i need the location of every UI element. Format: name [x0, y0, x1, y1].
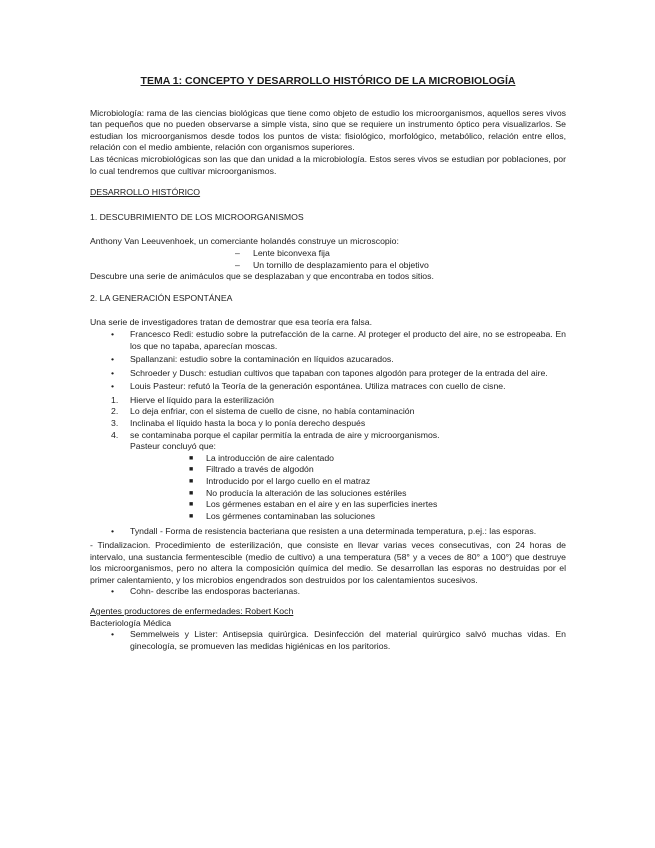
tyndall-list [90, 526, 566, 538]
step-number: 1. [111, 394, 119, 405]
list-item-text: Lo deja enfriar, con el sistema de cuello de cisne, no había contaminación [130, 406, 415, 417]
square-bullet-marker: ■ [189, 478, 194, 486]
section-1-heading: 1. DESCUBRIMIENTO DE LOS MICROORGANISMOS [90, 211, 304, 222]
bullet-marker: • [111, 354, 115, 365]
bullet-marker: • [111, 629, 115, 640]
list-item-text: Hierve el líquido para la esterilización [130, 394, 274, 405]
list-item-text: Inclinaba el líquido hasta la boca y lo ponía derecho después [130, 418, 366, 429]
list-item-text: Cohn- describe las endosporas bacterianas. [130, 586, 300, 597]
tindalizacion-paragraph: - Tindalizacion. Procedimiento de esterilización, que consiste en llevar varias veces consecutivas, con 24 horas de intervalo, una sustancia fermentescible (medio de cultivo) a una temperatura (58° y a veces de 80° a 100°) que destruye los microorganismos, pero no altera la composición química del medio. Se desarrollan las esporas no destruidas por el primer calentamiento, y los microbios engendrados son destruidos por los calentamientos sucesivos. [90, 540, 566, 585]
pasteur-steps-list [90, 395, 566, 441]
list-item-text: Semmelweis y Lister: Antisepsia quirúrgica. Desinfección del material quirúrgico salvó muchas vidas. En ginecología, se promueven las medidas higiénicas en los paritorios. [130, 629, 566, 651]
list-item-text: Filtrado a través de algodón [206, 464, 314, 475]
pasteur-conclusions-list [90, 453, 566, 523]
pasteur-conclusion-intro: Pasteur concluyó que: [130, 441, 216, 452]
koch-list [90, 629, 566, 652]
list-item [90, 464, 566, 476]
list-item [90, 395, 566, 407]
koch-subheading: Bacteriología Médica [90, 617, 172, 628]
list-item-text: La introducción de aire calentado [206, 452, 334, 463]
bullet-marker: • [111, 586, 115, 597]
list-item-text: No producía la alteración de las soluciones estériles [206, 487, 407, 498]
square-bullet-marker: ■ [189, 454, 194, 462]
list-item-text: Francesco Redi: estudio sobre la putrefacción de la carne. Al proteger el producto del aire, no se estropeaba. En los que no tapaba, aparecían moscas. [130, 328, 566, 351]
list-item [90, 406, 566, 418]
square-bullet-marker: ■ [189, 512, 194, 520]
square-bullet-marker: ■ [189, 501, 194, 509]
list-item [90, 488, 566, 500]
cohn-list [90, 586, 566, 598]
list-item [90, 354, 566, 366]
list-item-text: Un tornillo de desplazamiento para el objetivo [253, 259, 429, 270]
list-item [90, 499, 566, 511]
bullet-marker: • [111, 367, 115, 378]
section-2-intro: Una serie de investigadores tratan de demostrar que esa teoría era falsa. [90, 317, 373, 328]
list-item [90, 586, 566, 598]
dash-marker: – [235, 247, 240, 258]
intro-paragraph-2: Las técnicas microbiológicas son las que dan unidad a la microbiología. Estos seres vivos se estudian por poblaciones, por lo cual tendremos que cultivar microorganismos. [90, 153, 566, 176]
section-2-heading: 2. LA GENERACIÓN ESPONTÁNEA [90, 292, 233, 303]
koch-heading: Agentes productores de enfermedades: Robert Koch [90, 605, 294, 616]
list-item-text: Los gérmenes estaban en el aire y en las superficies inertes [206, 499, 438, 510]
list-item [90, 329, 566, 352]
step-number: 4. [111, 429, 119, 440]
list-item-text: Schroeder y Dusch: estudian cultivos que tapaban con tapones algodón para proteger de la entrada del aire. [130, 367, 548, 378]
list-item [90, 368, 566, 380]
list-item [90, 511, 566, 523]
researchers-list [90, 329, 566, 393]
bullet-marker: • [111, 526, 115, 537]
list-item [90, 418, 566, 430]
document-page [90, 76, 566, 654]
dash-marker: – [235, 259, 240, 270]
list-item-text: Spallanzani: estudio sobre la contaminación en líquidos azucarados. [130, 354, 394, 365]
square-bullet-marker: ■ [189, 489, 194, 497]
list-item [90, 381, 566, 393]
list-item-text: Louis Pasteur: refutó la Teoría de la generación espontánea. Utiliza matraces con cuello de cisne. [130, 381, 506, 392]
square-bullet-marker: ■ [189, 466, 194, 474]
list-item [90, 430, 566, 442]
intro-paragraph-1: Microbiología: rama de las ciencias biológicas que tiene como objeto de estudio los microorganismos, aquellos seres vivos tan pequeños que no pueden observarse a simple vista, sino que se requiere un instrumento óptico pera visualizarlos. Se estudian los microorganismos desde todos los puntos de vista: fisiológico, morfológico, metabólico, relación entre ellos, relación con el medio ambiente, relación con organismos superiores. [90, 107, 566, 153]
list-item [90, 526, 566, 538]
step-number: 2. [111, 406, 119, 417]
list-item-text: Lente biconvexa fija [253, 247, 330, 258]
list-item-text: Introducido por el largo cuello en el matraz [206, 476, 371, 487]
list-item-text: Tyndall - Forma de resistencia bacteriana que resisten a una determinada temperatura, p.ej.: las esporas. [130, 526, 537, 537]
bullet-marker: • [111, 381, 115, 392]
microscope-parts-list [90, 248, 566, 271]
section-1-intro: Anthony Van Leeuvenhoek, un comerciante holandés construye un microscopio: [90, 236, 399, 247]
list-item [90, 248, 566, 260]
list-item-text: Los gérmenes contaminaban las soluciones [206, 510, 376, 521]
page-title: TEMA 1: CONCEPTO Y DESARROLLO HISTÓRICO DE LA MICROBIOLOGÍA [140, 75, 516, 87]
section-1-outro: Descubre una serie de animáculos que se desplazaban y que encontraba en todos sitios. [90, 271, 434, 282]
bullet-marker: • [111, 328, 115, 339]
list-item-text: se contaminaba porque el capilar permitía la entrada de aire y microorganismos. [130, 429, 440, 440]
step-number: 3. [111, 418, 119, 429]
list-item [90, 260, 566, 272]
historico-heading: DESARROLLO HISTÓRICO [90, 187, 201, 198]
list-item [90, 476, 566, 488]
list-item [90, 629, 566, 652]
list-item [90, 453, 566, 465]
